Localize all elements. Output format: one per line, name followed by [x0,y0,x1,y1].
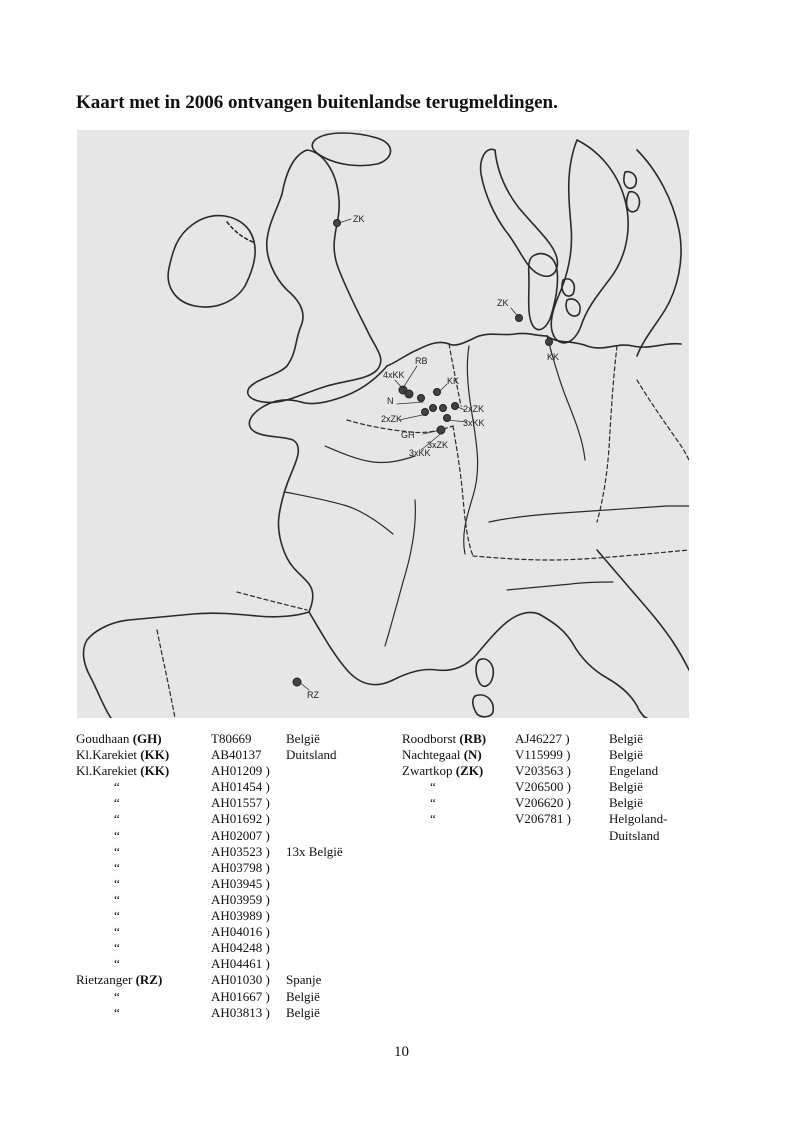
country: 13x België [286,843,343,859]
species-cell [402,731,486,747]
species-code: (RZ) [135,972,163,988]
border-de-fr [453,426,473,556]
species-cell [402,747,482,763]
coastline-sweden [551,140,628,343]
table-row [76,731,396,747]
species-cell [114,892,120,908]
species-name: “ [114,956,120,972]
species-name: “ [114,940,120,956]
species-cell [114,779,120,795]
river-danube [489,506,689,522]
country: Duitsland [609,827,660,843]
ring-number: AH01692 ) [211,811,270,827]
table-row [76,811,396,827]
border-de-pl [597,346,617,522]
species-name: Kl.Karekiet [76,763,141,779]
species-name: “ [114,988,120,1004]
species-code: (GH) [132,731,162,746]
ring-number: V206620 ) [515,795,571,811]
country: Helgoland- [609,811,668,827]
label-kk-3x-b: 3xKK [409,448,431,458]
ring-number: V206781 ) [515,811,571,827]
ring-number: T80669 [211,731,252,746]
species-name: “ [114,908,120,924]
table-row [76,844,396,860]
ring-number: AH03523 ) [211,843,270,859]
species-name: Rietzanger [76,972,136,988]
coastline-east [637,150,681,356]
river-loire [285,492,393,534]
coastline-denmark [529,254,558,330]
species-cell [402,763,483,779]
table-row [402,828,692,844]
table-row [76,989,396,1005]
species-name: “ [430,779,436,795]
table-row [76,892,396,908]
table-row [402,747,692,763]
species-name: Zwartkop [402,763,456,779]
species-name: “ [430,795,436,811]
river-rhone [385,500,415,646]
island-sardinia [473,695,493,717]
recovery-map [77,130,689,718]
point-rz [293,678,301,686]
ring-number: AH03798 ) [211,859,270,875]
species-cell [76,747,169,763]
ring-number: AB40137 [211,747,262,763]
island-east-1 [624,172,636,189]
ring-number: V115999 ) [515,747,571,763]
island-east-2 [627,192,640,212]
species-code: (N) [463,747,482,763]
left-recoveries-table [76,731,396,1021]
species-cell [430,779,436,795]
label-kk-4x: 4xKK [383,370,405,380]
species-name: Goudhaan [76,731,133,746]
ring-number: AH01030 ) [211,972,270,988]
table-row [402,811,692,827]
table-row [76,860,396,876]
species-cell [114,908,120,924]
label-zk-2x-b: 2xZK [463,404,485,414]
map-labels [307,214,559,700]
species-cell [114,940,120,956]
species-cell [114,844,120,860]
coastline-iberia [84,612,309,718]
country: België [609,779,643,795]
label-zk-helgoland: ZK [497,298,509,308]
border-ireland [227,222,253,242]
species-cell [76,972,162,988]
border-iberia [157,630,175,718]
species-name: “ [114,779,120,795]
ring-number: V203563 ) [515,763,571,779]
ring-number: AH02007 ) [211,827,270,843]
species-cell [76,731,162,747]
species-name: “ [114,827,120,843]
ring-number: AH03989 ) [211,908,270,924]
table-row [76,795,396,811]
coastline-italy-east [597,550,689,670]
page-title: Kaart met in 2006 ontvangen buitenlandse terugmeldingen. [76,92,558,113]
point-n [418,395,425,402]
table-row [402,731,692,747]
ring-number: AH03945 ) [211,875,270,891]
label-gh: GH [401,430,415,440]
species-cell [76,763,169,779]
table-row [76,924,396,940]
island-corsica [476,659,493,686]
country: België [609,747,643,763]
ring-number: AH03813 ) [211,1004,270,1020]
label-zk-3x: 3xZK [427,440,449,450]
species-cell [114,1005,120,1021]
border-east [637,380,689,460]
coastline-france-channel [249,366,387,612]
country: Engeland [609,763,659,779]
table-row [76,779,396,795]
table-row [76,1005,396,1021]
river-seine [325,446,415,463]
label-zk-2x: 2xZK [381,414,403,424]
species-cell [114,795,120,811]
point-3 [440,405,447,412]
label-kk-3x: 3xKK [463,418,485,428]
page-number: 10 [394,1044,409,1060]
table-row [402,795,692,811]
species-name: “ [114,891,120,907]
table-row [402,779,692,795]
species-code: (KK) [140,763,170,779]
table-row [402,763,692,779]
species-cell [114,811,120,827]
label-rb: RB [415,356,428,366]
ring-number: AH04461 ) [211,956,270,972]
ring-number: AH04016 ) [211,924,270,940]
river-po [507,582,613,590]
border-nl-de [449,344,461,406]
species-name: Roodborst [402,731,460,746]
species-name: “ [114,875,120,891]
country: Spanje [286,972,322,988]
species-code: (RB) [459,731,487,746]
table-row [76,763,396,779]
label-kk-be: KK [447,376,460,386]
table-row [76,876,396,892]
species-cell [114,860,120,876]
species-cell [114,828,120,844]
country: België [286,988,320,1004]
country: België [609,795,643,811]
species-cell [114,956,120,972]
ring-number: AH01209 ) [211,763,270,779]
species-cell [114,989,120,1005]
species-code: (ZK) [455,763,484,779]
ring-number: V206500 ) [515,779,571,795]
label-n: N [387,396,394,406]
island-denmark-2 [566,299,580,316]
ring-number: AH03959 ) [211,891,270,907]
table-row [76,747,396,763]
species-cell [430,811,436,827]
border-alps [473,550,689,560]
species-name: “ [430,811,436,827]
table-row [76,828,396,844]
table-row [76,972,396,988]
country: Duitsland [286,747,337,763]
species-name: “ [114,1004,120,1020]
coastline-baltic [547,336,681,348]
species-name: “ [114,811,120,827]
coastline-norway [481,149,558,276]
species-cell [114,924,120,940]
ring-number: AH01667 ) [211,988,270,1004]
country: België [609,731,643,746]
ring-number: AJ46227 ) [515,731,570,746]
table-row [76,908,396,924]
ring-number: AH04248 ) [211,940,270,956]
label-kk-germany: KK [547,352,560,362]
table-row [76,940,396,956]
species-name: Kl.Karekiet [76,747,141,763]
coastline-great-britain [248,150,381,402]
coastline-ireland [168,216,255,307]
coastline-italy [539,614,647,718]
species-name: “ [114,924,120,940]
table-row [76,956,396,972]
species-cell [114,876,120,892]
ring-number: AH01454 ) [211,779,270,795]
country: België [286,1004,320,1020]
label-rz: RZ [307,690,319,700]
species-name: Nachtegaal [402,747,464,763]
right-recoveries-table [402,731,692,844]
species-name: “ [114,843,120,859]
ring-number: AH01557 ) [211,795,270,811]
species-cell [430,795,436,811]
point-1 [430,405,437,412]
species-code: (KK) [140,747,170,763]
border-pyrenees [237,592,307,610]
label-zk-england: ZK [353,214,365,224]
coastline-mediterranean [309,612,539,685]
species-name: “ [114,859,120,875]
country: België [286,731,320,746]
species-name: “ [114,795,120,811]
point-kk-4x [405,390,413,398]
